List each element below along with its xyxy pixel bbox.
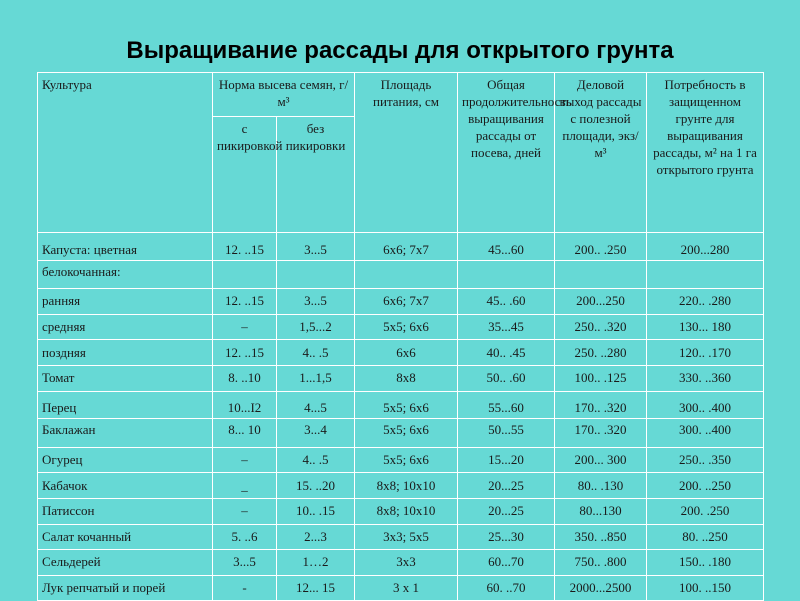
cell-with-picking: 12. ..15 xyxy=(213,340,277,366)
cell-crop: ранняя xyxy=(38,289,213,315)
cell-yield: 200... 300 xyxy=(555,447,647,473)
cell-with-picking: – xyxy=(213,447,277,473)
cell-crop: Перец xyxy=(38,391,213,419)
cell-need: 300. ..400 xyxy=(647,419,764,448)
cell-without-picking: 3...5 xyxy=(277,233,355,261)
cell-crop: Сельдерей xyxy=(38,550,213,576)
cell-need: 200. .250 xyxy=(647,498,764,524)
cell-need: 330. ..360 xyxy=(647,365,764,391)
cell-feeding-area: 6х6; 7х7 xyxy=(355,233,458,261)
cell-crop: белокочанная: xyxy=(38,260,213,289)
cell-without-picking: 10.. .15 xyxy=(277,498,355,524)
cell-feeding-area: 8х8; 10х10 xyxy=(355,498,458,524)
cell-with-picking: 8. ..10 xyxy=(213,365,277,391)
cell-need: 150.. .180 xyxy=(647,550,764,576)
cell-crop: Лук репчатый и порей xyxy=(38,575,213,601)
cell-without-picking: 3...4 xyxy=(277,419,355,448)
header-duration: Общая продолжительность выращивания рассады от посева, дней xyxy=(458,73,555,233)
table-row xyxy=(38,498,764,524)
cell-need: 220.. .280 xyxy=(647,289,764,315)
cell-feeding-area: 3 х 1 xyxy=(355,575,458,601)
cell-crop: поздняя xyxy=(38,340,213,366)
cell-feeding-area: 5х5; 6х6 xyxy=(355,391,458,419)
cell-with-picking: 10...I2 xyxy=(213,391,277,419)
cell-yield xyxy=(555,260,647,289)
cell-duration: 60...70 xyxy=(458,550,555,576)
cell-duration: 50.. .60 xyxy=(458,365,555,391)
cell-yield: 100.. .125 xyxy=(555,365,647,391)
cell-feeding-area: 8х8 xyxy=(355,365,458,391)
cell-duration: 50...55 xyxy=(458,419,555,448)
cell-yield: 80.. .130 xyxy=(555,473,647,499)
cell-need: 120.. .170 xyxy=(647,340,764,366)
cell-crop: Патиссон xyxy=(38,498,213,524)
cell-need: 200...280 xyxy=(647,233,764,261)
cell-crop: средняя xyxy=(38,314,213,340)
cell-feeding-area: 6х6 xyxy=(355,340,458,366)
cell-yield: 80...130 xyxy=(555,498,647,524)
cell-with-picking: 12. ..15 xyxy=(213,233,277,261)
table-row xyxy=(38,524,764,550)
cell-yield: 2000...2500 xyxy=(555,575,647,601)
cell-need xyxy=(647,260,764,289)
cell-without-picking: 4.. .5 xyxy=(277,340,355,366)
cell-yield: 170.. .320 xyxy=(555,391,647,419)
slide-title: Выращивание рассады для открытого грунта xyxy=(126,37,674,64)
cell-yield: 200.. .250 xyxy=(555,233,647,261)
cell-duration: 55...60 xyxy=(458,391,555,419)
cell-without-picking: 4...5 xyxy=(277,391,355,419)
header-yield: Деловой выход рассады с полезной площади, экз/м³ xyxy=(555,73,647,233)
table-row xyxy=(38,365,764,391)
cell-need: 200. ..250 xyxy=(647,473,764,499)
table-row xyxy=(38,289,764,315)
header-without-picking: без пикировки xyxy=(277,117,355,233)
header-with-picking: с пикировкой xyxy=(213,117,277,233)
cell-without-picking: 12... 15 xyxy=(277,575,355,601)
cell-duration: 25...30 xyxy=(458,524,555,550)
cell-with-picking: – xyxy=(213,314,277,340)
cell-crop: Баклажан xyxy=(38,419,213,448)
cell-yield: 750.. .800 xyxy=(555,550,647,576)
header-row-1 xyxy=(38,73,764,117)
cell-without-picking: 3...5 xyxy=(277,289,355,315)
cell-feeding-area xyxy=(355,260,458,289)
cell-with-picking: _ xyxy=(213,473,277,499)
table-row xyxy=(38,550,764,576)
cell-feeding-area: 6х6; 7х7 xyxy=(355,289,458,315)
table-row xyxy=(38,473,764,499)
cell-duration: 45...60 xyxy=(458,233,555,261)
cell-feeding-area: 5х5; 6х6 xyxy=(355,314,458,340)
table-row xyxy=(38,447,764,473)
cell-duration: 20...25 xyxy=(458,498,555,524)
cell-without-picking: 1,5...2 xyxy=(277,314,355,340)
header-seeding-rate: Норма высева семян, г/м³ xyxy=(213,73,355,117)
cell-yield: 350. ..850 xyxy=(555,524,647,550)
cell-with-picking xyxy=(213,260,277,289)
cell-yield: 250. ..280 xyxy=(555,340,647,366)
cell-feeding-area: 3х3 xyxy=(355,550,458,576)
cell-without-picking: 4.. .5 xyxy=(277,447,355,473)
cell-need: 250.. .350 xyxy=(647,447,764,473)
cell-feeding-area: 3х3; 5х5 xyxy=(355,524,458,550)
cell-crop: Огурец xyxy=(38,447,213,473)
header-feeding-area: Площадь питания, см xyxy=(355,73,458,233)
table-row xyxy=(38,340,764,366)
cell-without-picking: 15. ..20 xyxy=(277,473,355,499)
cell-duration xyxy=(458,260,555,289)
header-greenhouse-need: Потребность в защищенном грунте для выращивания рассады, м² на 1 га открытого грунта xyxy=(647,73,764,233)
cell-feeding-area: 8х8; 10х10 xyxy=(355,473,458,499)
header-crop: Культура xyxy=(38,73,213,233)
cell-duration: 20...25 xyxy=(458,473,555,499)
cell-feeding-area: 5х5; 6х6 xyxy=(355,419,458,448)
cell-crop: Томат xyxy=(38,365,213,391)
table-row xyxy=(38,391,764,419)
cell-need: 300.. .400 xyxy=(647,391,764,419)
cell-feeding-area: 5х5; 6х6 xyxy=(355,447,458,473)
cell-with-picking: 3...5 xyxy=(213,550,277,576)
cell-yield: 170.. .320 xyxy=(555,419,647,448)
cell-duration: 45.. .60 xyxy=(458,289,555,315)
cell-crop: Капуста: цветная xyxy=(38,233,213,261)
cell-yield: 250.. .320 xyxy=(555,314,647,340)
table-row xyxy=(38,260,764,289)
table-row xyxy=(38,575,764,601)
cell-without-picking xyxy=(277,260,355,289)
cell-with-picking: – xyxy=(213,498,277,524)
table-row xyxy=(38,314,764,340)
cell-with-picking: 5. ..6 xyxy=(213,524,277,550)
cell-with-picking: - xyxy=(213,575,277,601)
seedling-table xyxy=(37,72,764,601)
cell-crop: Кабачок xyxy=(38,473,213,499)
cell-yield: 200...250 xyxy=(555,289,647,315)
cell-with-picking: 8... 10 xyxy=(213,419,277,448)
cell-without-picking: 1...1,5 xyxy=(277,365,355,391)
cell-crop: Салат кочанный xyxy=(38,524,213,550)
cell-with-picking: 12. ..15 xyxy=(213,289,277,315)
cell-duration: 40.. .45 xyxy=(458,340,555,366)
cell-duration: 15...20 xyxy=(458,447,555,473)
cell-without-picking: 1…2 xyxy=(277,550,355,576)
cell-need: 100. ..150 xyxy=(647,575,764,601)
cell-without-picking: 2...3 xyxy=(277,524,355,550)
cell-duration: 35...45 xyxy=(458,314,555,340)
table-row xyxy=(38,233,764,261)
cell-need: 80. ..250 xyxy=(647,524,764,550)
cell-need: 130... 180 xyxy=(647,314,764,340)
table-row xyxy=(38,419,764,448)
cell-duration: 60. ..70 xyxy=(458,575,555,601)
